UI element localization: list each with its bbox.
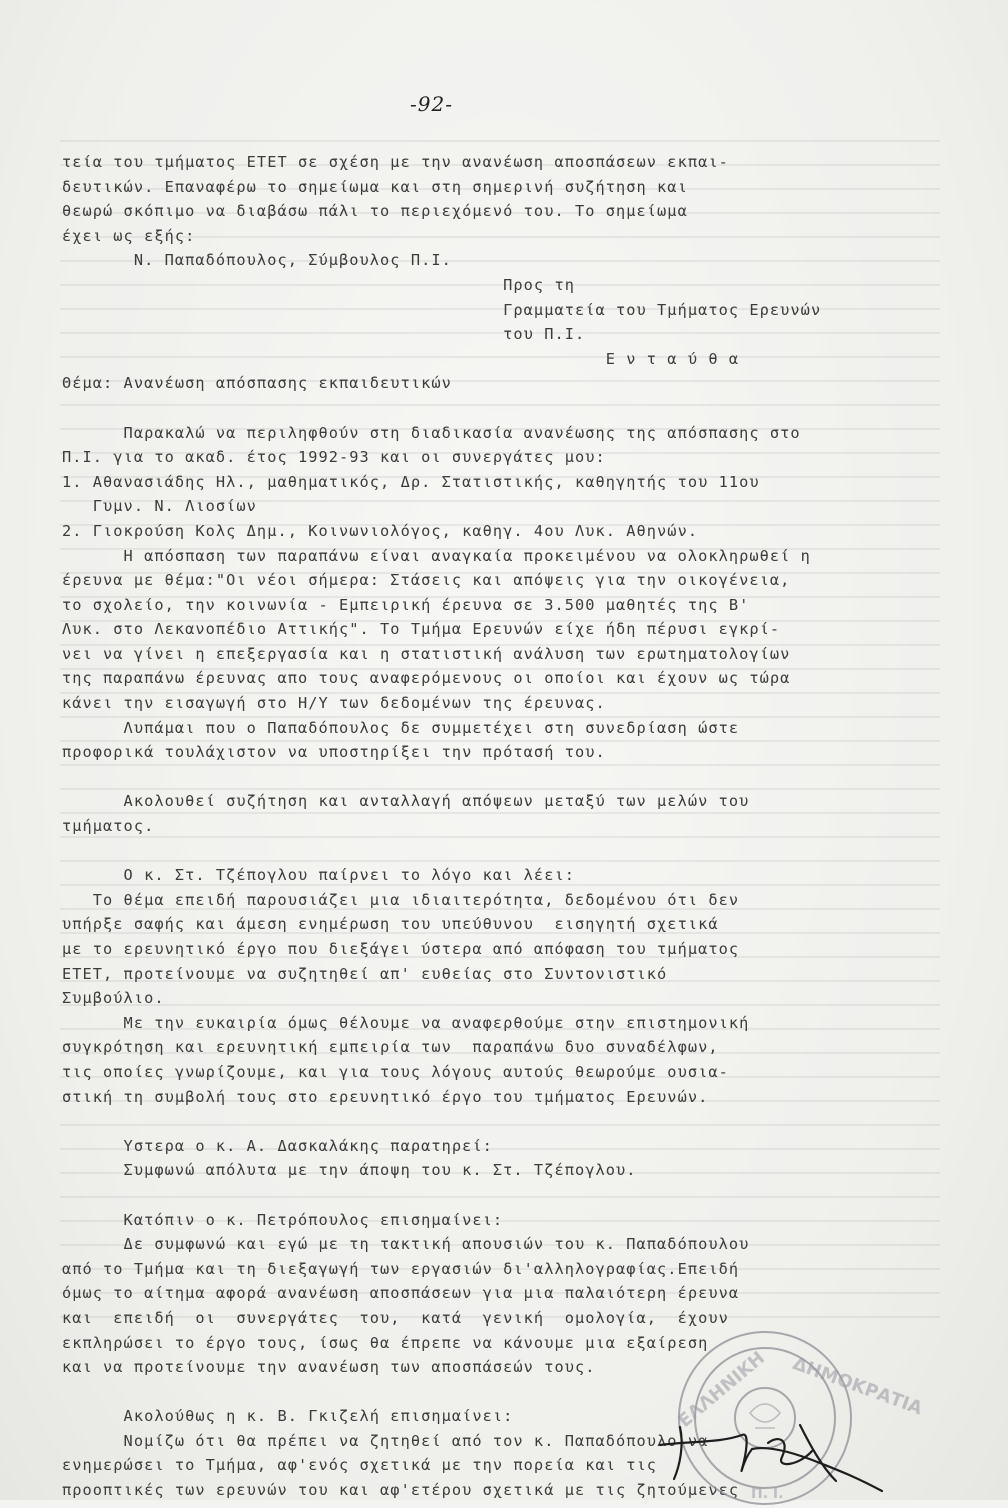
text-line: της παραπάνω έρευνας απο τους αναφερόμενους οι οποίοι και έχουν ως τώρα (62, 669, 791, 688)
text-line: Συμβούλιο. (62, 989, 165, 1008)
text-line: Θέμα: Ανανέωση απόσπασης εκπαιδευτικών (62, 374, 452, 393)
text-line: και να προτείνουμε την ανανέωση των αποσπάσεών τους. (62, 1358, 596, 1377)
text-line: Ακολουθεί συζήτηση και ανταλλαγή απόψεων μεταξύ των μελών του (62, 792, 750, 811)
text-line: Προς τη (62, 275, 575, 294)
text-line: ενημερώσει το Τμήμα, αφ'ενός σχετικά με την πορεία και τις (62, 1456, 658, 1475)
text-line: Γραμματεία του Τμήματος Ερευνών (62, 300, 822, 319)
text-line: τεία του τμήματος ΕΤΕΤ σε σχέση με την ανανέωση αποσπάσεων εκπαι- (62, 153, 729, 171)
text-line: με το ερευνητικό έργο που διεξάγει ύστερα από απόφαση του τμήματος (62, 940, 740, 958)
text-line: έρευνα με θέμα:"Οι νέοι σήμερα: Στάσεις και απόψεις για την οικογένεια, (62, 571, 791, 590)
text-line: Π.Ι. για το ακαδ. έτος 1992-93 και οι συνεργάτες μου: (62, 448, 606, 467)
text-line: από το Τμήμα και τη διεξαγωγή των εργασιών δι'αλληλογραφίας.Επειδή (62, 1259, 740, 1278)
text-line: Υστερα ο κ. Α. Δασκαλάκης παρατηρεί: (62, 1136, 493, 1155)
text-line: Με την ευκαιρία όμως θέλουμε να αναφερθούμε στην επιστημονική (62, 1013, 750, 1032)
text-line: Λυπάμαι που ο Παπαδόπουλος δε συμμετέχει στη συνεδρίαση ώστε (62, 718, 740, 737)
text-line (62, 765, 992, 790)
text-line: Νομίζω ότι θα πρέπει να ζητηθεί από τον κ. Παπαδόπουλο να (62, 1431, 709, 1450)
svg-text:ΔΗΜΟΚΡΑΤΙΑ: ΔΗΜΟΚΡΑΤΙΑ (789, 1353, 926, 1420)
text-line: Παρακαλώ να περιληφθούν στη διαδικασία ανανέωσης της απόσπασης στο (62, 423, 801, 442)
text-line: συγκρότηση και ερευνητική εμπειρία των παραπάνω δυο συναδέλφων, (62, 1038, 719, 1057)
text-line: Η απόσπαση των παραπάνω είναι αναγκαία προκειμένου να ολοκληρωθεί η (62, 546, 811, 565)
text-line: τμήματος. (62, 817, 155, 836)
text-line: το σχολείο, την κοινωνία - Εμπειρική έρευνα σε 3.500 μαθητές της Β' (62, 595, 750, 614)
svg-text:ΕΛΛΗΝΙΚΗ: ΕΛΛΗΝΙΚΗ (674, 1347, 770, 1432)
handwritten-signature (650, 1405, 890, 1495)
text-line: Γυμν. Ν. Λιοσίων (62, 497, 257, 516)
text-line: υπήρξε σαφής και άμεση ενημέρωση του υπεύθυνου εισηγητή σχετικά (62, 915, 719, 934)
text-line: τις οποίες γνωρίζουμε, και για τους λόγους αυτούς θεωρούμε ουσια- (62, 1062, 729, 1081)
text-line: Δε συμφωνώ και εγώ με τη τακτική απουσιών του κ. Παπαδόπουλου (62, 1235, 750, 1254)
text-line: Ε ν τ α ύ θ α (62, 349, 740, 368)
text-line: ΕΤΕΤ, προτείνουμε να συζητηθεί απ' ευθείας στο Συντονιστικό (62, 964, 668, 983)
text-line: Συμφωνώ απόλυτα με την άποψη του κ. Στ. Τζέπογλου. (62, 1161, 637, 1180)
text-line: δευτικών. Επαναφέρω το σημείωμα και στη σημερινή συζήτηση και (62, 177, 688, 196)
text-line: Ο κ. Στ. Τζέπογλου παίρνει το λόγο και λέει: (62, 866, 575, 885)
text-line: 2. Γιοκρούση Κολς Δημ., Κοινωνιολόγος, καθηγ. 4ου Λυκ. Αθηνών. (62, 521, 699, 540)
text-line: Ν. Παπαδόπουλος, Σύμβουλος Π.Ι. (62, 251, 452, 270)
text-line: νει να γίνει η επεξεργασία και η στατιστική ανάλυση των ερωτηματολογίων (62, 644, 791, 663)
text-line: και επειδή οι συνεργάτες του, κατά γενική ομολογία, έχουν (62, 1308, 729, 1327)
svg-text:Π. Ι.: Π. Ι. (751, 1486, 784, 1502)
text-line: Κατόπιν ο κ. Πετρόπουλος επισημαίνει: (62, 1210, 504, 1229)
text-line (62, 1109, 992, 1134)
text-line: 1. Αθανασιάδης Ηλ., μαθηματικός, Δρ. Στατιστικής, καθηγητής του 11ου (62, 472, 760, 491)
text-line: κάνει την εισαγωγή στο Η/Υ των δεδομένων της έρευνας. (62, 694, 606, 713)
text-line: προφορικά τουλάχιστον να υποστηρίξει την πρότασή του. (62, 743, 606, 762)
text-line: έχει ως εξής: (62, 226, 196, 245)
text-line: Το θέμα επειδή παρουσιάζει μια ιδιαιτερότητα, δεδομένου ότι δεν (62, 890, 740, 909)
text-line: στική τη συμβολή τους στο ερευνητικό έργο του τμήματος Ερευνών. (62, 1087, 709, 1106)
text-line (62, 396, 992, 421)
document-body (62, 150, 992, 1503)
text-line: προοπτικές των ερευνών του και αφ'ετέρου σχετικά με τις ζητούμενες (62, 1481, 740, 1500)
text-line: θεωρώ σκόπιμο να διαβάσω πάλι το περιεχόμενό του. Το σημείωμα (62, 202, 688, 221)
page-number: -92- (410, 92, 453, 116)
text-line: όμως το αίτημα αφορά ανανέωση αποσπάσεων για μια παλαιότερη έρευνα (62, 1284, 740, 1303)
text-line (62, 1183, 992, 1208)
text-line: Ακολούθως η κ. Β. Γκιζελή επισημαίνει: (62, 1407, 514, 1426)
text-line: Λυκ. στο Λεκανοπέδιο Αττικής". Το Τμήμα Ερευνών είχε ήδη πέρυσι εγκρί- (62, 620, 781, 639)
text-line: του Π.Ι. (62, 325, 586, 344)
text-line: εκπληρώσει το έργο τους, ίσως θα έπρεπε να κάνουμε μια εξαίρεση (62, 1333, 709, 1352)
text-line (62, 839, 992, 864)
